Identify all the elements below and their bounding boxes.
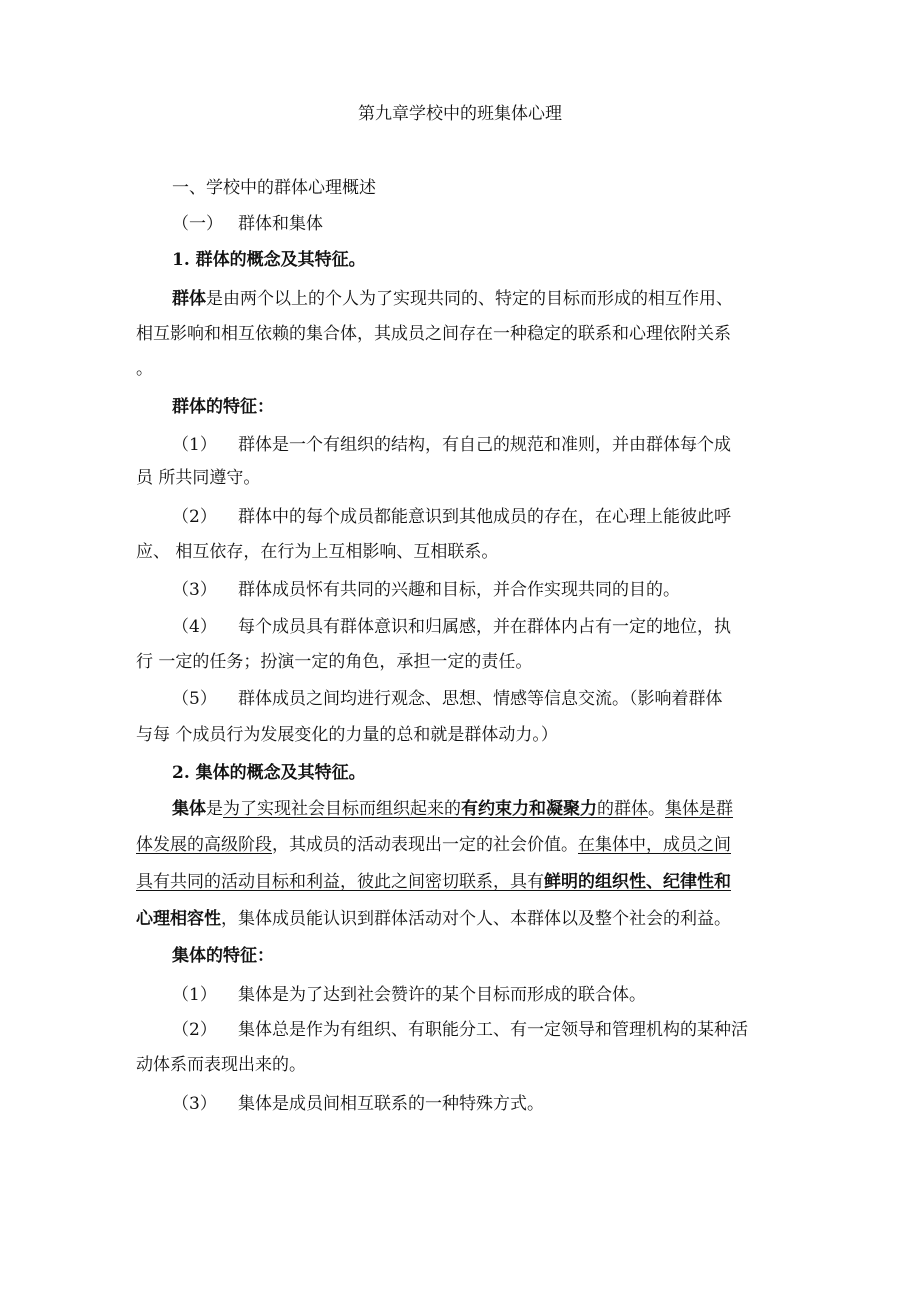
- subsection-text: 群体和集体: [238, 214, 323, 234]
- paragraph-line: [172, 287, 832, 311]
- list-item: [172, 1018, 832, 1042]
- list-item: [172, 983, 832, 1007]
- paragraph-line: 具有共同的活动目标和利益，彼此之间密切联系，具有鲜明的组织性、纪律性和: [136, 872, 731, 892]
- list-item: [172, 433, 832, 457]
- item-number: （4）: [172, 617, 217, 637]
- list-item: [172, 1092, 832, 1116]
- list-item: [172, 615, 832, 639]
- item-number: （2）: [172, 1020, 217, 1040]
- collective-features-title: 集体的特征：: [172, 946, 274, 966]
- item-text: 群体成员之间均进行观念、思想、情感等信息交流。（影响着群体: [238, 689, 723, 709]
- list-item-continuation: 员 所共同遵守。: [136, 468, 261, 488]
- heading-collective-concept: 2. 集体的概念及其特征。: [172, 763, 366, 783]
- group-features-title: 群体的特征：: [172, 397, 274, 417]
- list-item: [172, 505, 832, 529]
- subsection-heading: [172, 212, 832, 236]
- item-number: （1）: [172, 435, 217, 455]
- section-heading: 一、学校中的群体心理概述: [172, 178, 376, 198]
- item-text: 每个成员具有群体意识和归属感，并在群体内占有一定的地位，执: [238, 617, 731, 637]
- list-item-continuation: 动体系而表现出来的。: [136, 1055, 306, 1075]
- item-number: （2）: [172, 507, 217, 527]
- list-item: [172, 687, 832, 711]
- paragraph-line: 。: [136, 359, 153, 379]
- paragraph-text: 是由两个以上的个人为了实现共同的、特定的目标而形成的相互作用、: [206, 289, 733, 309]
- list-item-continuation: 应、 相互依存，在行为上互相影响、互相联系。: [136, 542, 499, 562]
- paragraph-line: 集体是为了实现社会目标而组织起来的有约束力和凝聚力的群体。集体是群: [172, 799, 733, 819]
- item-number: （3）: [172, 580, 217, 600]
- item-number: （1）: [172, 985, 217, 1005]
- item-number: （3）: [172, 1094, 217, 1114]
- paragraph-line: 心理相容性，集体成员能认识到群体活动对个人、本群体以及整个社会的利益。: [136, 909, 731, 929]
- list-item-continuation: 行 一定的任务；扮演一定的角色，承担一定的责任。: [136, 652, 533, 672]
- list-item-continuation: 与每 个成员行为发展变化的力量的总和就是群体动力。）: [136, 725, 558, 745]
- item-text: 群体成员怀有共同的兴趣和目标，并合作实现共同的目的。: [238, 580, 680, 600]
- item-text: 群体是一个有组织的结构，有自己的规范和准则，并由群体每个成: [238, 435, 731, 455]
- list-item: [172, 578, 832, 602]
- chapter-title: 第九章学校中的班集体心理: [358, 104, 562, 124]
- item-number: （5）: [172, 689, 217, 709]
- heading-group-concept: 1. 群体的概念及其特征。: [172, 250, 366, 270]
- term-collective: 集体: [172, 799, 206, 819]
- item-text: 群体中的每个成员都能意识到其他成员的存在，在心理上能彼此呼: [238, 507, 731, 527]
- term-group: 群体: [172, 289, 206, 309]
- paragraph-line: 体发展的高级阶段，其成员的活动表现出一定的社会价值。在集体中，成员之间: [136, 835, 731, 855]
- item-text: 集体是成员间相互联系的一种特殊方式。: [238, 1094, 544, 1114]
- item-text: 集体总是作为有组织、有职能分工、有一定领导和管理机构的某种活: [238, 1020, 748, 1040]
- subsection-number: （一）: [172, 214, 223, 234]
- item-text: 集体是为了达到社会赞许的某个目标而形成的联合体。: [238, 985, 646, 1005]
- paragraph-line: 相互影响和相互依赖的集合体，其成员之间存在一种稳定的联系和心理依附关系: [136, 324, 731, 344]
